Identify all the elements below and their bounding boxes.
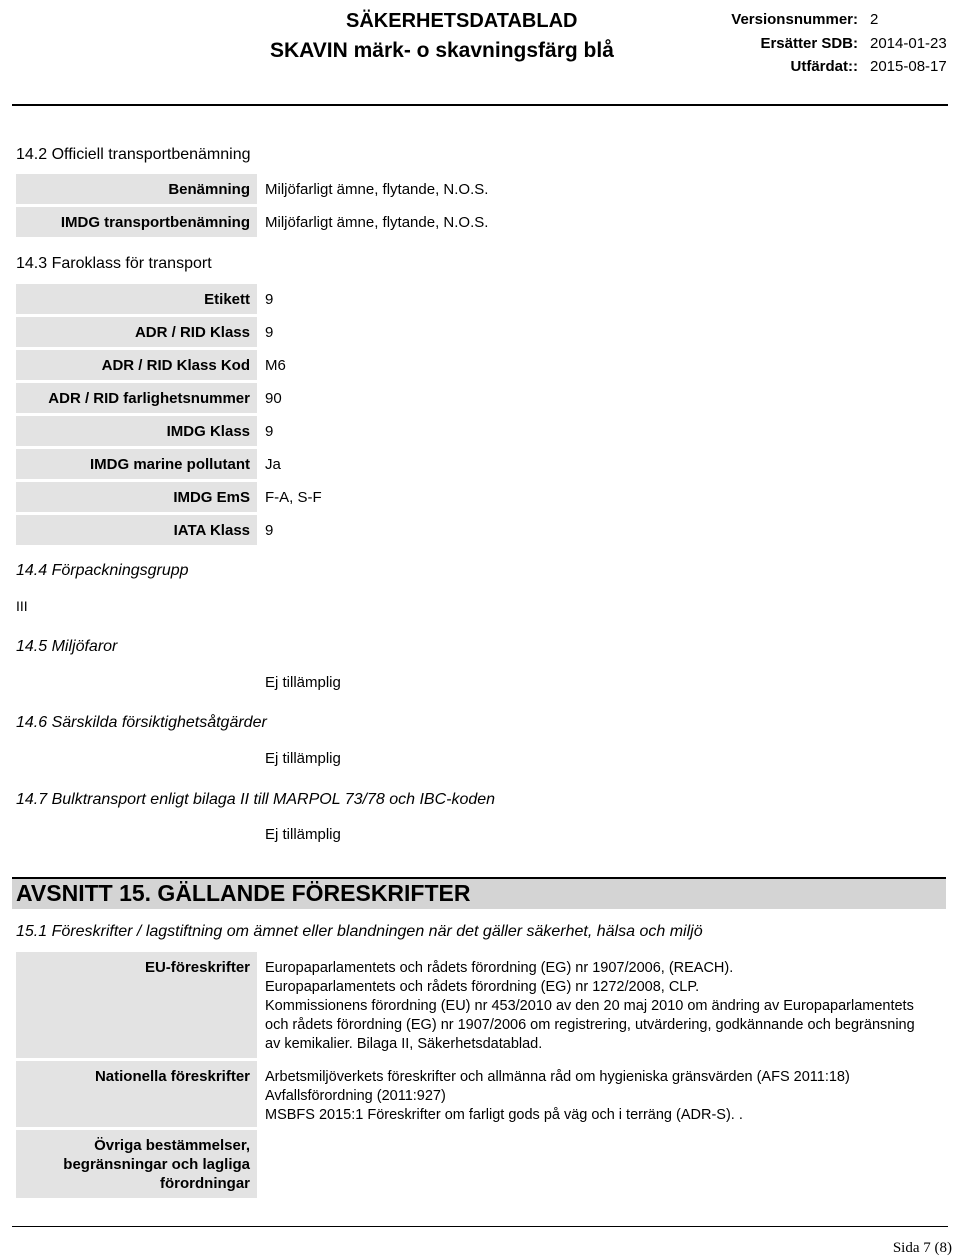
heading-15-1: 15.1 Föreskrifter / lagstiftning om ämnet eller blandningen när det gäller säkerhet, hälsa och miljö bbox=[16, 923, 703, 940]
section-15-title: AVSNITT 15. GÄLLANDE FÖRESKRIFTER bbox=[16, 880, 471, 906]
heading-14-3: 14.3 Faroklass för transport bbox=[16, 255, 212, 272]
document-title: SÄKERHETSDATABLAD bbox=[346, 10, 578, 32]
value-miljofaror: Ej tillämplig bbox=[265, 674, 341, 691]
value-adr-rid-klass: 9 bbox=[265, 324, 274, 341]
label-imdg-transportbenamning: IMDG transportbenämning bbox=[16, 207, 257, 237]
label-etikett: Etikett bbox=[16, 284, 257, 314]
value-bulktransport: Ej tillämplig bbox=[265, 826, 341, 843]
replaces-label: Ersätter SDB: bbox=[760, 35, 858, 52]
heading-14-4: 14.4 Förpackningsgrupp bbox=[16, 562, 189, 579]
label-benamning: Benämning bbox=[16, 174, 257, 204]
page-number: Sida 7 (8) bbox=[892, 1240, 952, 1256]
value-forpackningsgrupp: III bbox=[16, 598, 28, 614]
issued-value: 2015-08-17 bbox=[870, 58, 947, 75]
eu-line: av kemikalier. Bilaga II, Säkerhetsdatablad. bbox=[265, 1036, 543, 1052]
label-adr-rid-farlighetsnummer: ADR / RID farlighetsnummer bbox=[16, 383, 257, 413]
label-ovriga-bestammelser bbox=[16, 1130, 257, 1198]
heading-14-6: 14.6 Särskilda försiktighetsåtgärder bbox=[16, 714, 267, 731]
product-title: SKAVIN märk- o skavningsfärg blå bbox=[270, 39, 614, 62]
value-sarskilda-forsiktighetsatgarder: Ej tillämplig bbox=[265, 750, 341, 767]
eu-foreskrifter-text bbox=[265, 959, 955, 1054]
label-nationella-foreskrifter: Nationella föreskrifter bbox=[16, 1061, 257, 1127]
version-label: Versionsnummer: bbox=[731, 11, 858, 28]
label-eu-foreskrifter: EU-föreskrifter bbox=[16, 952, 257, 1058]
value-iata-klass: 9 bbox=[265, 522, 274, 539]
label-iata-klass: IATA Klass bbox=[16, 515, 257, 545]
issued-label: Utfärdat:: bbox=[790, 58, 858, 75]
label-imdg-ems: IMDG EmS bbox=[16, 482, 257, 512]
version-value: 2 bbox=[870, 11, 879, 28]
national-line: Arbetsmiljöverkets föreskrifter och allmänna råd om hygieniska gränsvärden (AFS 2011:18) bbox=[265, 1069, 850, 1085]
value-adr-rid-farlighetsnummer: 90 bbox=[265, 390, 282, 407]
value-imdg-marine-pollutant: Ja bbox=[265, 456, 281, 473]
heading-14-5: 14.5 Miljöfaror bbox=[16, 638, 118, 655]
heading-14-2: 14.2 Officiell transportbenämning bbox=[16, 146, 251, 163]
value-imdg-klass: 9 bbox=[265, 423, 274, 440]
value-imdg-transportbenamning: Miljöfarligt ämne, flytande, N.O.S. bbox=[265, 214, 489, 231]
label-imdg-marine-pollutant: IMDG marine pollutant bbox=[16, 449, 257, 479]
value-benamning: Miljöfarligt ämne, flytande, N.O.S. bbox=[265, 181, 489, 198]
eu-line: Europaparlamentets och rådets förordning (EG) nr 1907/2006, (REACH). bbox=[265, 960, 734, 976]
label-adr-rid-klass-kod: ADR / RID Klass Kod bbox=[16, 350, 257, 380]
eu-line: och rådets förordning (EG) nr 1907/2006 om registrering, utvärdering, godkännande och begränsning bbox=[265, 1017, 915, 1033]
value-etikett: 9 bbox=[265, 291, 274, 308]
nationella-foreskrifter-text bbox=[265, 1068, 955, 1125]
other-label-line: begränsningar och lagliga bbox=[63, 1156, 250, 1173]
heading-14-7: 14.7 Bulktransport enligt bilaga II till MARPOL 73/78 och IBC-koden bbox=[16, 791, 496, 808]
eu-line: Europaparlamentets och rådets förordning (EG) nr 1272/2008, CLP. bbox=[265, 979, 700, 995]
label-imdg-klass: IMDG Klass bbox=[16, 416, 257, 446]
national-line: Avfallsförordning (2011:927) bbox=[265, 1088, 446, 1104]
eu-line: Kommissionens förordning (EU) nr 453/2010 av den 20 maj 2010 om ändring av Europaparlamentets bbox=[265, 998, 914, 1014]
header-divider bbox=[12, 104, 948, 106]
label-adr-rid-klass: ADR / RID Klass bbox=[16, 317, 257, 347]
national-line: MSBFS 2015:1 Föreskrifter om farligt gods på väg och i terräng (ADR-S). . bbox=[265, 1107, 743, 1123]
value-imdg-ems: F-A, S-F bbox=[265, 489, 322, 506]
other-label-line: förordningar bbox=[160, 1175, 250, 1192]
footer-divider bbox=[12, 1226, 948, 1227]
other-label-line: Övriga bestämmelser, bbox=[94, 1137, 250, 1154]
value-adr-rid-klass-kod: M6 bbox=[265, 357, 286, 374]
replaces-value: 2014-01-23 bbox=[870, 35, 947, 52]
